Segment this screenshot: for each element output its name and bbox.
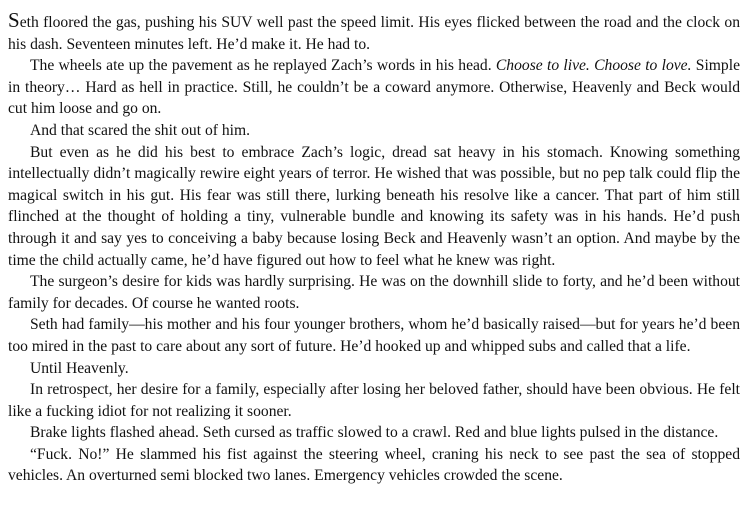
paragraph-9: Brake lights flashed ahead. Seth cursed as traffic slowed to a crawl. Red and blue lights pulsed in the distance. (30, 424, 719, 442)
paragraph-2 (8, 55, 740, 120)
paragraph-7: Until Heavenly. (30, 359, 129, 377)
paragraph-2-tail: Simple in theory… Hard as hell in practice. Still, he couldn’t be a coward anymore. Otherwise, Heavenly and Beck would cut him loose and go on. (8, 57, 740, 118)
paragraph-2-emphasis: Choose to live. Choose to love. (495, 57, 692, 75)
paragraph-6: Seth had family—his mother and his four younger brothers, whom he’d basically raised—but for years he’d been too mired in the past to care about any sort of future. He’d hooked up and whipped subs and called that a life. (8, 316, 740, 355)
paragraph-1 (8, 10, 740, 55)
paragraph-1-text: eth floored the gas, pushing his SUV well past the speed limit. His eyes flicked between the road and the clock on his dash. Seventeen minutes left. He’d make it. He had to. (8, 14, 740, 53)
drop-cap: S (8, 8, 20, 32)
paragraph-10: “Fuck. No!” He slammed his fist against the steering wheel, craning his neck to see past the sea of stopped vehicles. An overturned semi blocked two lanes. Emergency vehicles crowded the scene. (8, 445, 740, 485)
paragraph-5: The surgeon’s desire for kids was hardly surprising. He was on the downhill slide to forty, and he’d been without family for decades. Of course he wanted roots. (8, 273, 740, 312)
paragraph-3: And that scared the shit out of him. (30, 121, 251, 139)
paragraph-4: But even as he did his best to embrace Zach’s logic, dread sat heavy in his stomach. Knowing something intellectually didn’t magically rewire eight years of terror. He wished that was possible, but no pep talk could flip the magical switch in his gut. His fear was still there, lurking beneath his resolve like a cancer. That part of him still flinched at the thought of holding a tiny, vulnerable bundle and knowing its safety was in his hands. He’d push through it and say yes to conceiving a baby because losing Beck and Heavenly wasn’t an option. And maybe by the time the child actually came, he’d have figured out how to feel what he knew was right. (8, 143, 740, 269)
paragraph-2-lead: The wheels ate up the pavement as he replayed Zach’s words in his head. (30, 57, 496, 75)
paragraph-8: In retrospect, her desire for a family, especially after losing her beloved father, should have been obvious. He felt like a fucking idiot for not realizing it sooner. (8, 381, 740, 420)
